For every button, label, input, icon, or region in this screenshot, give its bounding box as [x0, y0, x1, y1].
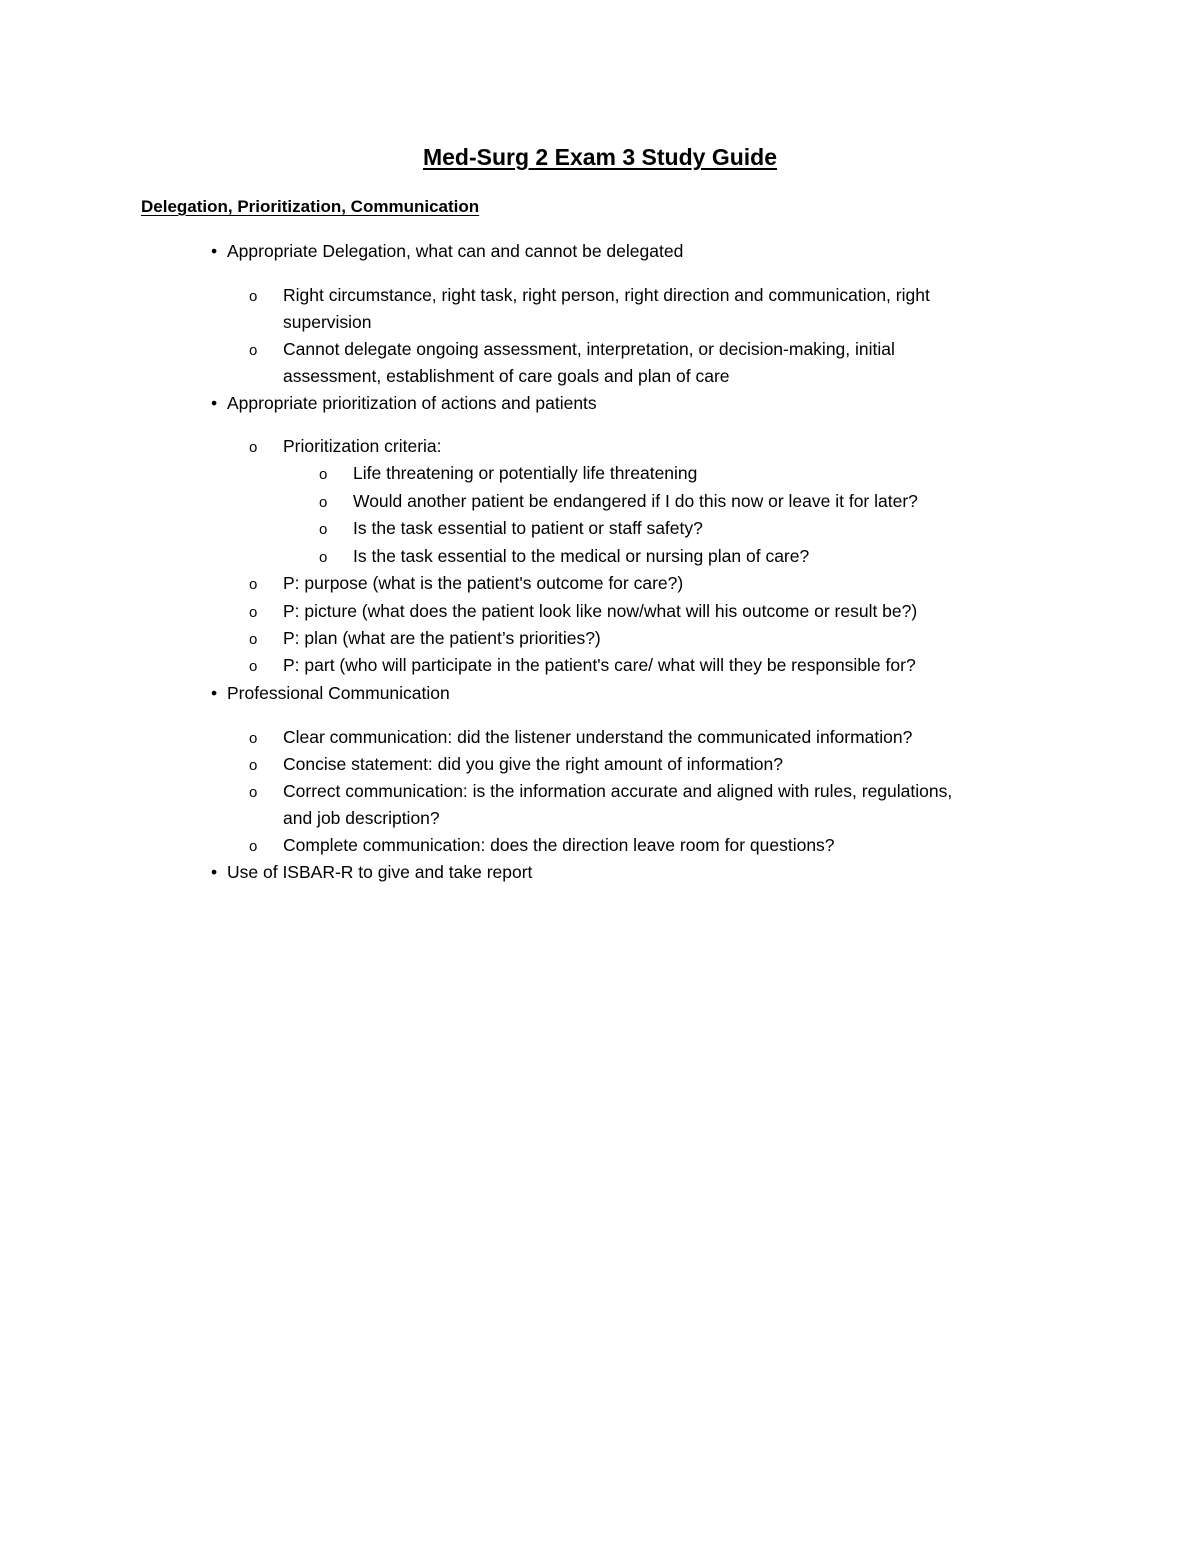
sub-sub-marker: o	[319, 466, 328, 483]
sub-marker: o	[249, 342, 258, 359]
sub-marker: o	[249, 576, 258, 593]
sub-item-delegation-rights: Right circumstance, right task, right person, right direction and communication, right	[283, 285, 930, 305]
list-item-isbar: Use of ISBAR-R to give and take report	[227, 862, 533, 882]
criteria-item: Is the task essential to patient or staff safety?	[353, 518, 703, 538]
bullet-marker: •	[211, 241, 218, 261]
list-item-communication: Professional Communication	[227, 683, 450, 703]
sub-item-correct: Correct communication: is the information accurate and aligned with rules, regulations,	[283, 781, 953, 801]
sub-marker: o	[249, 838, 258, 855]
sub-marker: o	[249, 631, 258, 648]
criteria-item: Life threatening or potentially life threatening	[353, 463, 698, 483]
sub-item-picture: P: picture (what does the patient look like now/what will his outcome or result be?)	[283, 601, 918, 621]
sub-item-cannot-delegate-cont: assessment, establishment of care goals and plan of care	[283, 366, 730, 386]
sub-sub-marker: o	[319, 549, 328, 566]
bullet-marker: •	[211, 683, 218, 703]
section-heading: Delegation, Prioritization, Communication	[141, 197, 480, 216]
sub-marker: o	[249, 730, 258, 747]
sub-marker: o	[249, 784, 258, 801]
sub-item-part: P: part (who will participate in the patient's care/ what will they be responsible for?	[283, 655, 916, 675]
sub-item-clear: Clear communication: did the listener understand the communicated information?	[283, 727, 913, 747]
bullet-marker: •	[211, 393, 218, 413]
sub-marker: o	[249, 439, 258, 456]
sub-item-cannot-delegate: Cannot delegate ongoing assessment, interpretation, or decision-making, initial	[283, 339, 895, 359]
sub-item-purpose: P: purpose (what is the patient's outcome for care?)	[283, 573, 684, 593]
sub-item-correct-cont: and job description?	[283, 808, 440, 828]
sub-item-plan: P: plan (what are the patient’s priorities?)	[283, 628, 601, 648]
sub-item-delegation-rights-cont: supervision	[283, 312, 372, 332]
list-item-prioritization: Appropriate prioritization of actions and patients	[227, 393, 597, 413]
sub-marker: o	[249, 604, 258, 621]
sub-sub-marker: o	[319, 521, 328, 538]
sub-marker: o	[249, 658, 258, 675]
list-item-delegation: Appropriate Delegation, what can and cannot be delegated	[227, 241, 684, 261]
criteria-item: Is the task essential to the medical or nursing plan of care?	[353, 546, 810, 566]
sub-item-concise: Concise statement: did you give the right amount of information?	[283, 754, 783, 774]
sub-sub-marker: o	[319, 494, 328, 511]
document-title: Med-Surg 2 Exam 3 Study Guide	[422, 144, 778, 170]
sub-marker: o	[249, 757, 258, 774]
sub-item-criteria: Prioritization criteria:	[283, 436, 442, 456]
sub-marker: o	[249, 288, 258, 305]
sub-item-complete: Complete communication: does the direction leave room for questions?	[283, 835, 835, 855]
bullet-marker: •	[211, 862, 218, 882]
criteria-item: Would another patient be endangered if I do this now or leave it for later?	[353, 491, 918, 511]
